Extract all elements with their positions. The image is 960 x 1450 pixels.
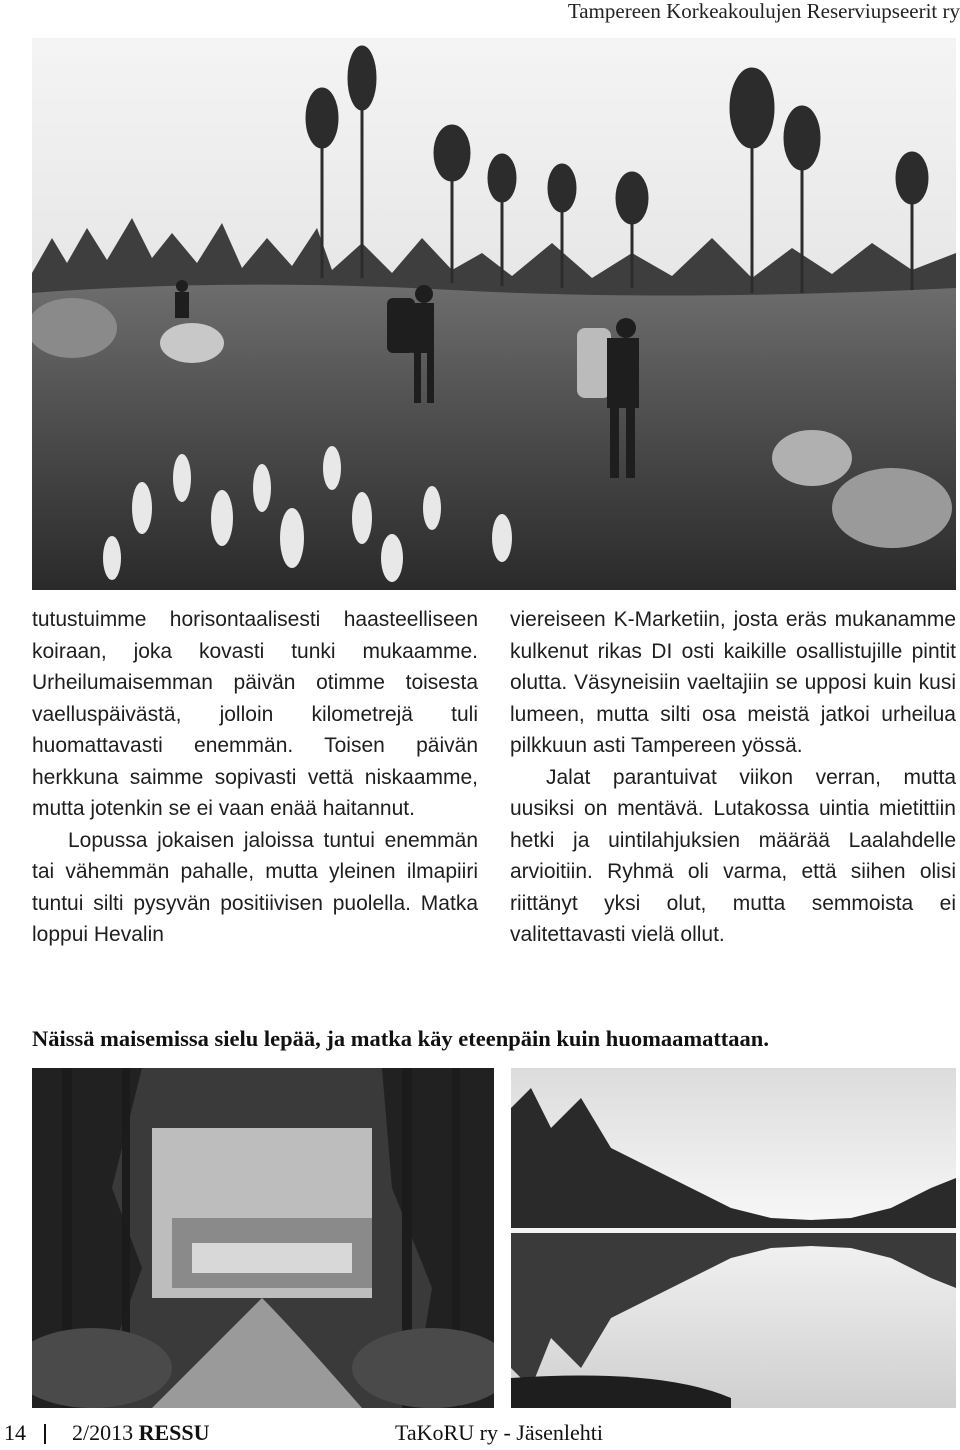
issue-label [72, 1418, 210, 1448]
magazine-name: RESSU [138, 1420, 210, 1445]
running-head: Tampereen Korkeakoulujen Reserviupseerit ry [567, 0, 960, 23]
paragraph: viereiseen K-Marketiin, josta eräs mukanamme kulkenut rikas DI osti kaikille osallistujille pintit olutta. Väsyneisiin vaeltajiin se upposi kuin kusi lumeen, mutta silti osa meistä jatkoi urheilua pilkkuun asti Tampereen yössä. [510, 608, 956, 757]
page-footer [0, 1418, 960, 1448]
issue-number: 2/2013 [72, 1420, 134, 1445]
article-column-right [510, 604, 956, 951]
paragraph: tutustuimme horisontaalisesti haasteelliseen koiraan, joka kovasti tunki mukaamme. Urheilumaisemman päivän otimme toisesta vaelluspäivästä, jolloin kilometrejä tuli huomattavasti enemmän. Toisen päivän herkkuna saimme sopivasti vettä niskaamme, mutta jotenkin se ei vaan enää haitannut. [32, 608, 478, 820]
hikers-in-clearing-photo [32, 38, 956, 590]
photo-caption: Näissä maisemissa sielu lepää, ja matka käy eteenpäin kuin huomaamattaan. [32, 1026, 769, 1051]
paragraph: Jalat parantuivat viikon verran, mutta uusiksi on mentävä. Lutakossa uintia mietittiin hetki ja uintilahjuksien määrää Laalahdelle arvioitiin. Ryhmä oli varma, että siihen olisi riittänyt yksi olut, mutta semmoista ei valitettavasti vielä ollut. [510, 765, 956, 946]
paragraph: Lopussa jokaisen jaloissa tuntui enemmän tai vähemmän pahalle, mutta yleinen ilmapiiri tuntui silti pysyvän positiivisen puolella. Matka loppui Hevalin [32, 828, 478, 946]
footer-divider [44, 1424, 46, 1444]
publisher-label: TaKoRU ry - Jäsenlehti [395, 1420, 604, 1445]
forest-path-photo [32, 1068, 494, 1408]
article-column-left [32, 604, 478, 951]
lake-reflection-photo [511, 1068, 956, 1408]
page-number: 14 [4, 1420, 26, 1445]
